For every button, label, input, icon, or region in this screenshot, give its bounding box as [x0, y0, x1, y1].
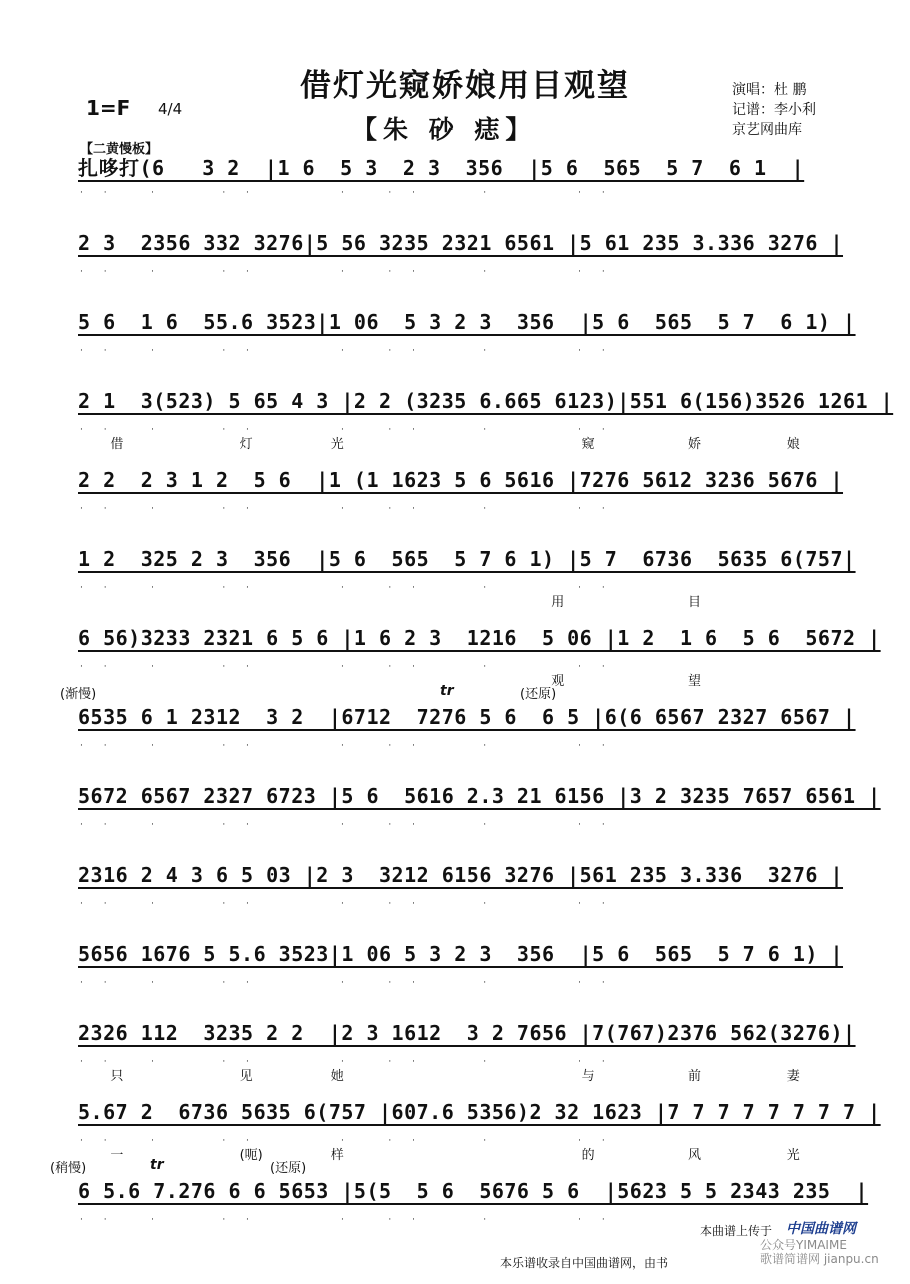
lyric-syllable: 灯 — [239, 437, 253, 452]
score-row — [0, 306, 910, 382]
lyric-syllable: 光 — [330, 437, 344, 452]
lyric-syllable: 的 — [581, 1148, 595, 1163]
notation-line — [78, 306, 856, 356]
lyrics-line — [80, 433, 840, 453]
score-row — [0, 543, 910, 619]
notation-line — [78, 622, 881, 672]
octave-dots: · · · · · · · · · · · — [80, 978, 614, 988]
tempo-marking: 【二黄慢板】 — [80, 142, 159, 157]
score-row — [0, 227, 910, 303]
notation-line — [78, 780, 881, 830]
octave-dots: · · · · · · · · · · · — [80, 425, 614, 435]
jianpu-notes: 6 56)3233 2321 6 5 6 |1 6 2 3 1216 5 06 |1 2 1 6 5 6 5672 | — [78, 626, 881, 650]
notation-line — [78, 701, 856, 751]
octave-dots: · · · · · · · · · · · — [80, 188, 614, 198]
lyric-syllable: 窥 — [581, 437, 595, 452]
lyric-syllable: 目 — [688, 595, 702, 610]
time-signature: 4/4 — [158, 100, 183, 118]
trill-mark: tr — [150, 1157, 164, 1173]
tempo-change-mark: (渐慢) — [60, 687, 97, 702]
credits — [732, 80, 816, 140]
lyrics-line — [80, 1065, 840, 1085]
jianpu-notes: 2326 112 3235 2 2 |2 3 1612 3 2 7656 |7(767)2376 562(3276)| — [78, 1021, 856, 1045]
notation-line — [78, 1175, 869, 1225]
lyric-syllable: 风 — [688, 1148, 702, 1163]
lyric-syllable: 娘 — [786, 437, 800, 452]
key-signature: 1=F — [86, 96, 131, 120]
lyric-syllable: 一 — [110, 1148, 124, 1163]
lyric-syllable: (呃) — [239, 1148, 263, 1163]
trill-mark: tr — [440, 683, 454, 699]
jianpu-notes: 5672 6567 2327 6723 |5 6 5616 2.3 21 6156 |3 2 3235 7657 6561 | — [78, 784, 881, 808]
watermark-line-2: 歌谱简谱网 jianpu.cn — [760, 1252, 879, 1266]
score-row — [0, 385, 910, 461]
credit-transcriber: 记谱：李小利 — [732, 102, 816, 118]
lyric-syllable: 只 — [110, 1069, 124, 1084]
tempo-change-mark: (稍慢) — [50, 1161, 87, 1176]
tempo-change-mark: (还原) — [270, 1161, 307, 1176]
jianpu-notes: 2316 2 4 3 6 5 03 |2 3 3212 6156 3276 |561 235 3.336 3276 | — [78, 863, 844, 887]
lyric-syllable: 妻 — [786, 1069, 800, 1084]
notation-line — [78, 938, 844, 988]
octave-dots: · · · · · · · · · · · — [80, 346, 614, 356]
jianpu-notes: 1 2 325 2 3 356 |5 6 565 5 7 6 1) |5 7 6736 5635 6(757| — [78, 547, 856, 571]
watermark — [760, 1238, 879, 1266]
octave-dots: · · · · · · · · · · · — [80, 1057, 614, 1067]
octave-dots: · · · · · · · · · · · — [80, 504, 614, 514]
source-note: 本乐谱收录自中国曲谱网，由书 — [500, 1256, 669, 1270]
jianpu-notes: 6 5.6 7.276 6 6 5653 |5(5 5 6 5676 5 6 |5623 5 5 2343 235 | — [78, 1179, 869, 1203]
notation-line — [78, 148, 838, 198]
score-row — [0, 859, 910, 935]
score-row — [0, 1017, 910, 1093]
octave-dots: · · · · · · · · · · · — [80, 583, 614, 593]
lyric-syllable: 光 — [786, 1148, 800, 1163]
octave-dots: · · · · · · · · · · · — [80, 267, 614, 277]
lyrics-line — [80, 1144, 840, 1164]
lyric-syllable: 见 — [239, 1069, 253, 1084]
lyrics-line — [80, 591, 840, 611]
lyric-syllable: 借 — [110, 437, 124, 452]
lyric-syllable: 娇 — [688, 437, 702, 452]
notation-line — [78, 1017, 856, 1067]
octave-dots: · · · · · · · · · · · — [80, 820, 614, 830]
notation-line — [78, 385, 894, 435]
lyric-syllable: 与 — [581, 1069, 595, 1084]
jianpu-notes: 2 3 2356 332 3276|5 56 3235 2321 6561 |5 61 235 3.336 3276 | — [78, 231, 844, 255]
score-row — [0, 622, 910, 698]
tune-name: 【朱 砂 痣】 — [352, 115, 537, 144]
score-row — [0, 1096, 910, 1172]
octave-dots: · · · · · · · · · · · — [80, 1136, 614, 1146]
credit-library: 京艺网曲库 — [732, 122, 802, 138]
octave-dots: · · · · · · · · · · · — [80, 741, 614, 751]
watermark-line-1: 公众号YIMAIME — [760, 1238, 847, 1252]
lyric-syllable: 望 — [688, 674, 702, 689]
score-row — [0, 148, 910, 224]
lyric-syllable: 用 — [551, 595, 565, 610]
upload-note: 本曲谱上传于 — [700, 1224, 773, 1238]
lyric-syllable: 样 — [330, 1148, 344, 1163]
tempo-change-mark: (还原) — [520, 687, 557, 702]
jianpu-notes: 扎哆打(6 3 2 |1 6 5 3 2 3 356 |5 6 565 5 7 6 1 | — [78, 156, 805, 180]
score-row — [0, 780, 910, 856]
notation-line — [78, 859, 844, 909]
jianpu-notes: 5656 1676 5 5.6 3523|1 06 5 3 2 3 356 |5 6 565 5 7 6 1) | — [78, 942, 844, 966]
jianpu-notes: 5.67 2 6736 5635 6(757 |607.6 5356)2 32 1623 |7 7 7 7 7 7 7 7 | — [78, 1100, 881, 1124]
score-row — [0, 701, 910, 777]
song-title: 借灯光窥娇娘用目观望 — [300, 68, 630, 104]
notation-line — [78, 464, 844, 514]
lyric-syllable: 前 — [688, 1069, 702, 1084]
notation-line — [78, 227, 844, 277]
jianpu-notes: 2 2 2 3 1 2 5 6 |1 (1 1623 5 6 5616 |7276 5612 3236 5676 | — [78, 468, 844, 492]
credit-singer: 演唱：杜 鹏 — [732, 82, 807, 98]
notation-line — [78, 1096, 881, 1146]
site-logo: 中国曲谱网 — [786, 1221, 856, 1237]
jianpu-notes: 6535 6 1 2312 3 2 |6712 7276 5 6 6 5 |6(6 6567 2327 6567 | — [78, 705, 856, 729]
score-row — [0, 938, 910, 1014]
octave-dots: · · · · · · · · · · · — [80, 1215, 614, 1225]
lyrics-line — [80, 670, 840, 690]
lyric-syllable: 她 — [330, 1069, 344, 1084]
notation-line — [78, 543, 856, 593]
score-row — [0, 464, 910, 540]
lyric-syllable: 观 — [551, 674, 565, 689]
jianpu-notes: 5 6 1 6 55.6 3523|1 06 5 3 2 3 356 |5 6 565 5 7 6 1) | — [78, 310, 856, 334]
jianpu-notes: 2 1 3(523) 5 65 4 3 |2 2 (3235 6.665 6123)|551 6(156)3526 1261 | — [78, 389, 894, 413]
octave-dots: · · · · · · · · · · · — [80, 662, 614, 672]
octave-dots: · · · · · · · · · · · — [80, 899, 614, 909]
